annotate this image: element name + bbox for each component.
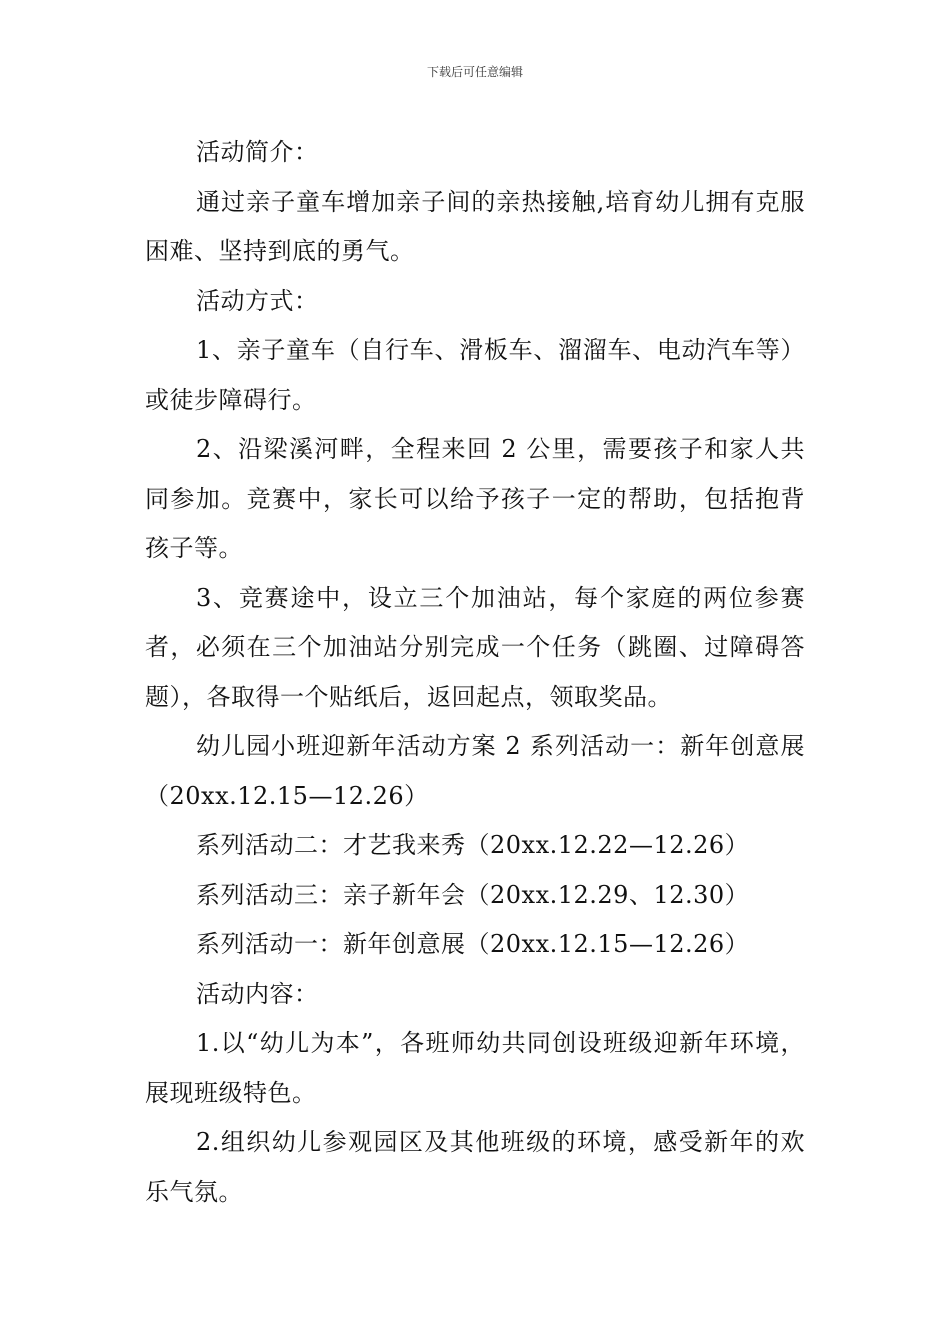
page-header: 下载后可任意编辑 xyxy=(426,65,523,79)
paragraph-method-item-2: 2、沿梁溪河畔，全程来回 2 公里，需要孩子和家人共同参加。竞赛中，家长可以给予孩子一定的帮助，包括抱背孩子等。 xyxy=(145,435,805,562)
paragraph-content-heading: 活动内容： xyxy=(196,979,319,1008)
paragraph-intro-text: 通过亲子童车增加亲子间的亲热接触,培育幼儿拥有克服困难、坚持到底的勇气。 xyxy=(145,187,805,265)
paragraph-content-item-2: 2.组织幼儿参观园区及其他班级的环境，感受新年的欢乐气氛。 xyxy=(145,1128,805,1206)
paragraph-intro-heading: 活动简介： xyxy=(196,138,319,166)
paragraph-series-activity-1: 系列活动一：新年创意展（20xx.12.15—12.26） xyxy=(196,930,750,958)
paragraph-content-item-1: 1.以“幼儿为本”，各班师幼共同创设班级迎新年环境，展现班级特色。 xyxy=(145,1029,805,1107)
paragraph-method-item-3: 3、竞赛途中，设立三个加油站，每个家庭的两位参赛者，必须在三个加油站分别完成一个任务（跳圈、过障碍答题），各取得一个贴纸后，返回起点，领取奖品。 xyxy=(145,583,805,711)
paragraph-plan-2-title: 幼儿园小班迎新年活动方案 2 系列活动一：新年创意展（20xx.12.15—12.26） xyxy=(145,732,805,810)
paragraph-method-heading: 活动方式： xyxy=(196,286,319,315)
document-body xyxy=(145,128,805,1217)
paragraph-method-item-1: 1、亲子童车（自行车、滑板车、溜溜车、电动汽车等）或徒步障碍行。 xyxy=(145,336,805,414)
paragraph-series-activity-3: 系列活动三：亲子新年会（20xx.12.29、12.30） xyxy=(196,880,750,909)
paragraph-series-activity-2: 系列活动二：才艺我来秀（20xx.12.22—12.26） xyxy=(196,831,750,859)
